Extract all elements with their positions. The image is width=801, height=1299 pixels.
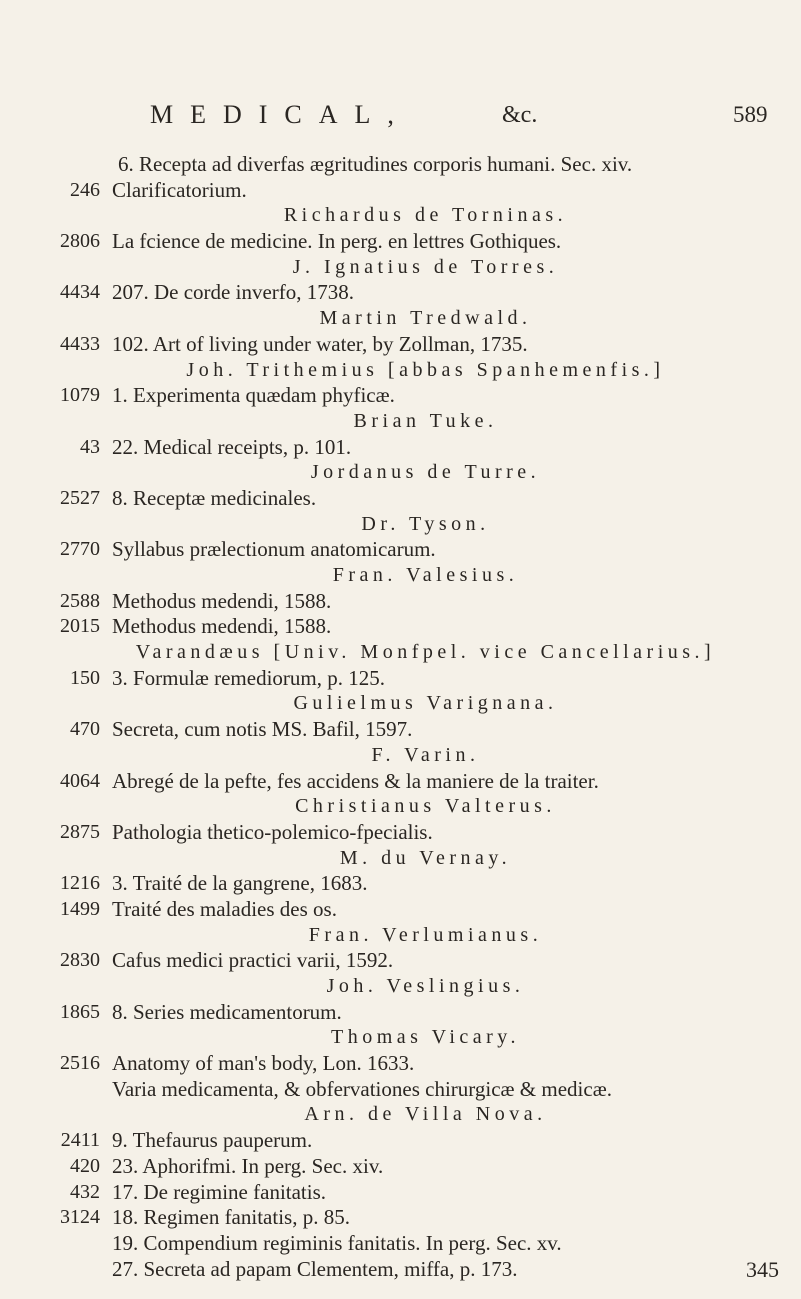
author-heading — [0, 255, 801, 281]
entry-text: 8. Series medicamentorum. — [112, 999, 342, 1024]
author-heading — [0, 409, 801, 435]
margin-number: 345 — [746, 1256, 779, 1282]
catalog-entry — [0, 1128, 801, 1154]
shelf-number: 150 — [70, 666, 100, 689]
entry-text: Methodus medendi, 1588. — [112, 588, 332, 613]
running-title: MEDICAL, — [150, 100, 411, 129]
author-name: Richardus de Torninas. — [283, 204, 568, 227]
catalog-entry — [0, 1000, 801, 1026]
catalog-entry — [0, 897, 801, 923]
shelf-number: 2770 — [60, 538, 100, 561]
entry-text: Cafus medici practici varii, 1592. — [112, 948, 394, 973]
author-heading — [0, 743, 801, 769]
shelf-number: 3124 — [60, 1206, 100, 1229]
catalog-entry — [0, 229, 801, 255]
entry-text: 8. Receptæ medicinales. — [112, 485, 317, 510]
author-heading — [0, 512, 801, 538]
author-heading — [0, 306, 801, 332]
author-name: Fran. Verlumianus. — [308, 923, 543, 946]
author-name: J. Ignatius de Torres. — [292, 255, 559, 278]
author-name: Christianus Valterus. — [295, 795, 556, 818]
shelf-number: 4434 — [60, 281, 100, 304]
author-heading — [0, 640, 801, 666]
author-name: Fran. Valesius. — [332, 564, 519, 586]
catalog-entry — [0, 1077, 801, 1103]
catalog-entry — [0, 666, 801, 692]
shelf-number: 2875 — [60, 820, 100, 843]
author-name: Thomas Vicary. — [331, 1026, 520, 1049]
catalog-entry — [0, 820, 801, 846]
shelf-number: 246 — [70, 178, 100, 201]
catalog-entry — [0, 948, 801, 974]
author-name: M. du Vernay. — [339, 846, 512, 869]
shelf-number: 420 — [70, 1154, 100, 1177]
entry-text: 1. Experimenta quædam phyficæ. — [112, 383, 395, 408]
shelf-number: 4433 — [60, 332, 100, 355]
catalog-entry — [0, 1231, 801, 1257]
catalog-entry — [0, 280, 801, 306]
entry-text: 22. Medical receipts, p. 101. — [112, 434, 352, 459]
catalog-entry — [0, 769, 801, 795]
entry-text: 102. Art of living under water, by Zollman, 1735. — [112, 331, 528, 356]
entry-text: Pathologia thetico-polemico-fpecialis. — [112, 819, 433, 844]
entry-text: 207. De corde inverfo, 1738. — [112, 280, 355, 305]
catalog-entry — [0, 589, 801, 615]
catalog-entry — [0, 871, 801, 897]
shelf-number: 2830 — [60, 949, 100, 972]
author-heading — [0, 923, 801, 949]
author-heading — [0, 794, 801, 820]
entry-text: La fcience de medicine. In perg. en lettres Gothiques. — [112, 229, 562, 254]
author-name: Joh. Trithemius [abbas Spanhemenfis.] — [186, 358, 665, 381]
entry-text: 23. Aphorifmi. In perg. Sec. xiv. — [112, 1153, 384, 1178]
entry-text: 3. Traité de la gangrene, 1683. — [112, 871, 368, 896]
author-name: Varandæus [Univ. Monfpel. vice Cancellarius.] — [135, 641, 716, 664]
catalog-entry — [0, 1205, 801, 1231]
author-name: F. Varin. — [371, 743, 480, 766]
author-heading — [0, 1025, 801, 1051]
catalog-entry — [0, 614, 801, 640]
author-heading — [0, 460, 801, 486]
shelf-number: 2516 — [60, 1052, 100, 1075]
shelf-number: 2411 — [60, 1129, 100, 1152]
shelf-number: 1865 — [60, 1000, 100, 1023]
author-heading — [0, 358, 801, 384]
author-heading — [0, 846, 801, 872]
author-name: Martin Tredwald. — [319, 307, 532, 330]
author-heading — [0, 974, 801, 1000]
author-name: Brian Tuke. — [353, 409, 498, 432]
shelf-number: 2806 — [60, 230, 100, 253]
entry-text: Methodus medendi, 1588. — [112, 614, 332, 639]
entry-text: 27. Secreta ad papam Clementem, miffa, p. 173. — [112, 1256, 518, 1281]
shelf-number: 1079 — [60, 384, 100, 407]
entry-text: 3. Formulæ remediorum, p. 125. — [112, 665, 385, 690]
catalog-entry — [0, 537, 801, 563]
author-name: Joh. Veslingius. — [326, 975, 525, 997]
catalog-entry — [0, 383, 801, 409]
catalog-entry — [0, 1257, 801, 1283]
shelf-number: 470 — [70, 718, 100, 741]
catalog-listing — [0, 152, 801, 1282]
author-heading — [0, 203, 801, 229]
shelf-number: 2588 — [60, 589, 100, 612]
entry-text: 6. Recepta ad diverfas ægritudines corporis humani. Sec. xiv. — [118, 152, 633, 176]
entry-text: Traité des maladies des os. — [112, 896, 337, 921]
shelf-number: 1499 — [60, 897, 100, 920]
entry-text: Anatomy of man's body, Lon. 1633. — [112, 1051, 415, 1076]
shelf-number: 1216 — [60, 872, 100, 895]
author-heading — [0, 1102, 801, 1128]
page-number: 589 — [733, 102, 768, 127]
author-name: Dr. Tyson. — [361, 512, 490, 535]
shelf-number: 4064 — [60, 769, 100, 792]
entry-text: Secreta, cum notis MS. Bafil, 1597. — [112, 717, 413, 742]
author-name: Jordanus de Turre. — [310, 461, 541, 484]
running-title-etc: &c. — [502, 102, 538, 128]
catalog-entry — [0, 178, 801, 204]
entry-text: Abregé de la pefte, fes accidens & la maniere de la traiter. — [112, 768, 599, 793]
shelf-number: 2015 — [60, 615, 100, 638]
entry-text: 17. De regimine fanitatis. — [112, 1179, 327, 1204]
shelf-number: 432 — [70, 1180, 100, 1203]
author-name: Arn. de Villa Nova. — [304, 1103, 547, 1126]
catalog-entry — [0, 152, 801, 178]
catalog-entry — [0, 332, 801, 358]
author-heading — [0, 563, 801, 589]
catalog-entry — [0, 1180, 801, 1206]
catalog-entry — [0, 717, 801, 743]
entry-text: 19. Compendium regiminis fanitatis. In perg. Sec. xv. — [112, 1230, 562, 1255]
author-heading — [0, 691, 801, 717]
running-header — [0, 100, 801, 140]
entry-text: Syllabus prælectionum anatomicarum. — [112, 537, 436, 562]
shelf-number: 43 — [80, 435, 100, 458]
author-name: Gulielmus Varignana. — [293, 692, 558, 715]
catalog-entry — [0, 1051, 801, 1077]
catalog-entry — [0, 486, 801, 512]
shelf-number: 2527 — [60, 486, 100, 509]
catalog-entry — [0, 1154, 801, 1180]
entry-text: 9. Thefaurus pauperum. — [112, 1128, 313, 1153]
entry-text: Varia medicamenta, & obfervationes chirurgicæ & medicæ. — [112, 1076, 612, 1101]
catalog-entry — [0, 435, 801, 461]
entry-text: Clarificatorium. — [112, 177, 247, 202]
entry-text: 18. Regimen fanitatis, p. 85. — [112, 1205, 350, 1230]
